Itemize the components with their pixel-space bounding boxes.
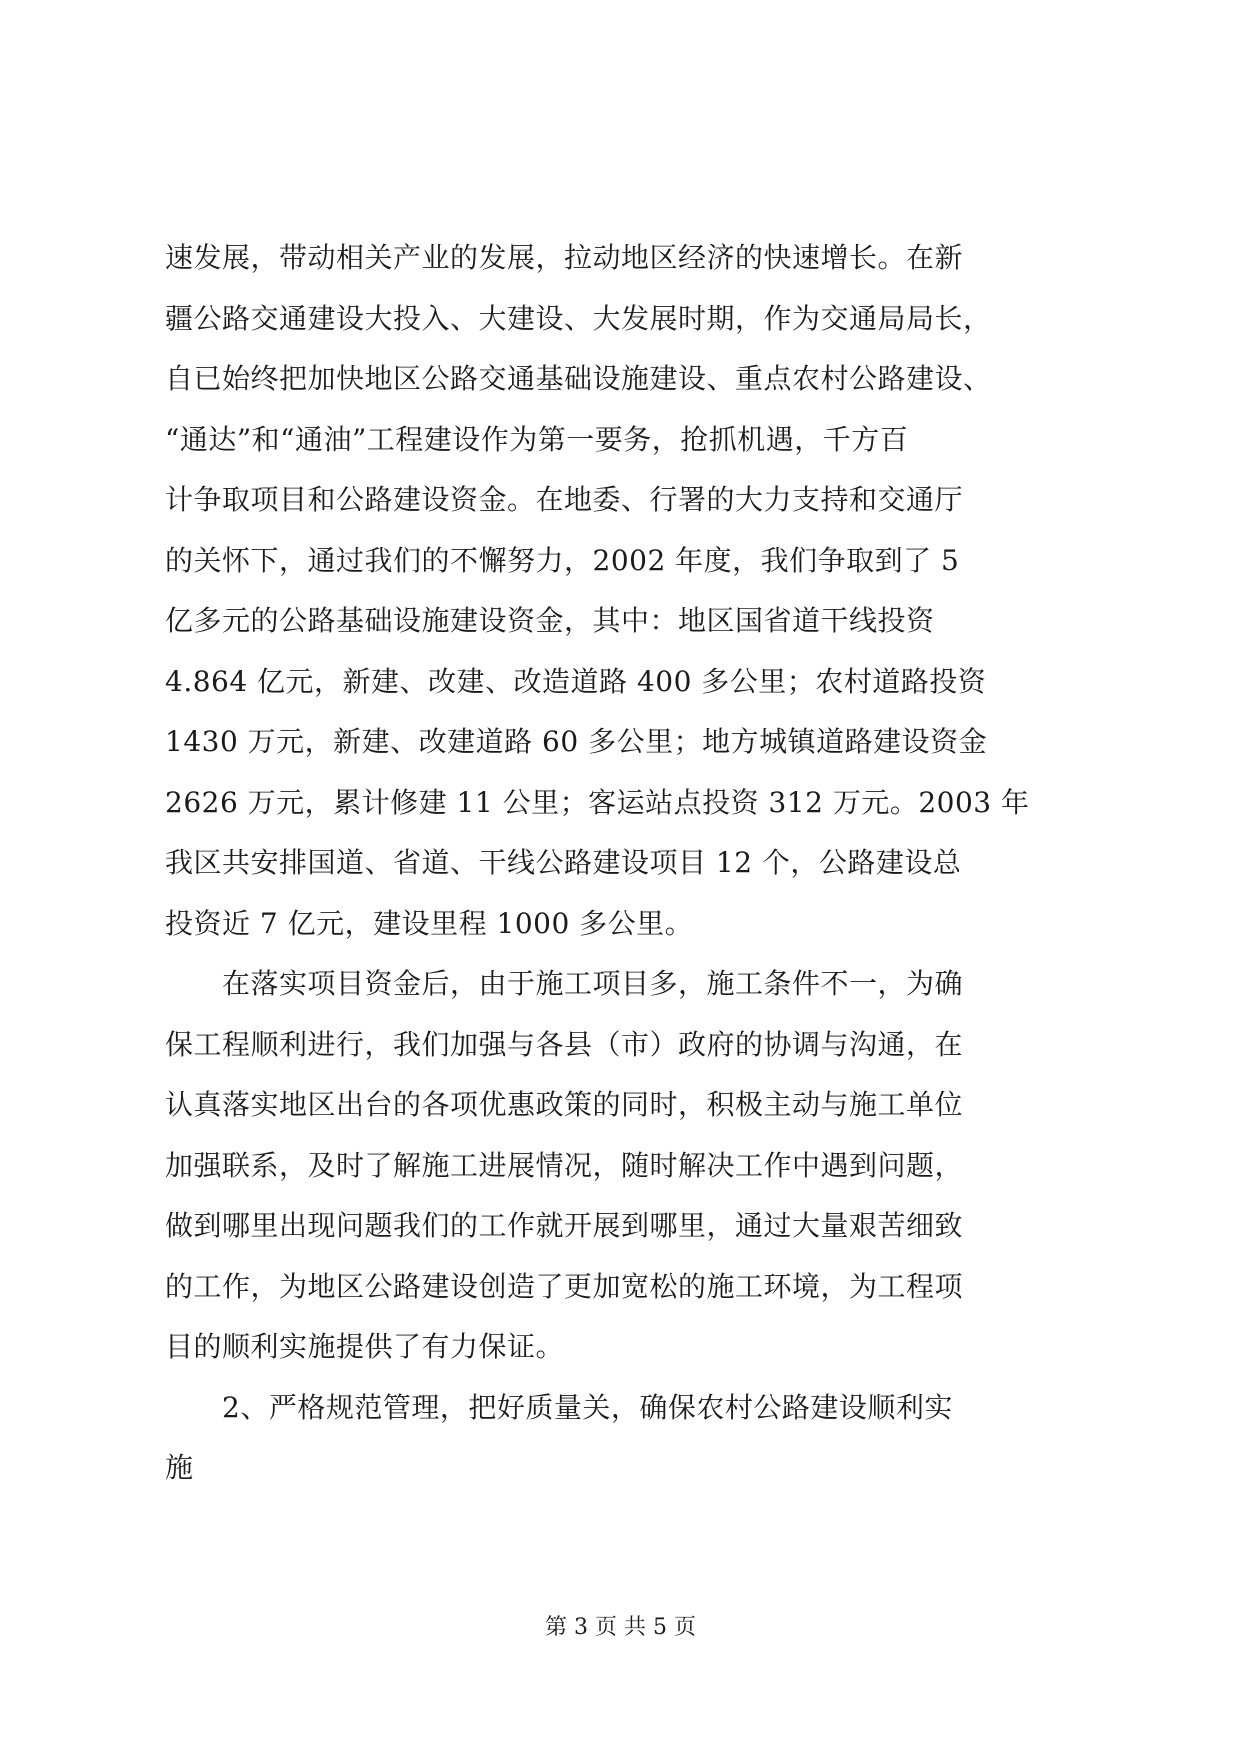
text-line: 投资近 7 亿元，建设里程 1000 多公里。 bbox=[165, 906, 694, 940]
text-line: 4.864 亿元，新建、改建、改造道路 400 多公里；农村道路投资 bbox=[165, 664, 987, 698]
text-line: “通达”和“通油”工程建设作为第一要务，抢抓机遇，千方百 bbox=[165, 422, 909, 456]
text-line: 疆公路交通建设大投入、大建设、大发展时期，作为交通局局长， bbox=[165, 301, 992, 335]
text-line: 加强联系，及时了解施工进展情况，随时解决工作中遇到问题， bbox=[165, 1148, 964, 1182]
text-line: 1430 万元，新建、改建道路 60 多公里；地方城镇道路建设资金 bbox=[165, 725, 988, 758]
text-line: 保工程顺利进行，我们加强与各县（市）政府的协调与沟通，在 bbox=[165, 1027, 964, 1061]
page-footer bbox=[0, 1613, 1241, 1643]
text-line: 2626 万元，累计修建 11 公里；客运站点投资 312 万元。2003 年 bbox=[165, 785, 1030, 819]
section-heading-line: 施 bbox=[165, 1451, 194, 1484]
text-line: 做到哪里出现问题我们的工作就开展到哪里，通过大量艰苦细致 bbox=[165, 1209, 964, 1242]
paragraph-start-line: 在落实项目资金后，由于施工项目多，施工条件不一，为确 bbox=[165, 967, 964, 1000]
section-heading-line: 2、严格规范管理，把好质量关，确保农村公路建设顺利实 bbox=[165, 1390, 953, 1424]
text-line: 速发展，带动相关产业的发展，拉动地区经济的快速增长。在新 bbox=[165, 241, 964, 274]
text-line: 的关怀下，通过我们的不懈努力，2002 年度，我们争取到了 5 bbox=[165, 543, 960, 577]
page-number: 第 3 页 共 5 页 bbox=[545, 1615, 696, 1640]
text-line: 自已始终把加快地区公路交通基础设施建设、重点农村公路建设、 bbox=[165, 362, 992, 395]
text-line: 计争取项目和公路建设资金。在地委、行署的大力支持和交通厅 bbox=[165, 483, 964, 516]
text-line: 的工作，为地区公路建设创造了更加宽松的施工环境，为工程项 bbox=[165, 1269, 964, 1303]
text-line: 目的顺利实施提供了有力保证。 bbox=[165, 1330, 565, 1363]
text-line: 亿多元的公路基础设施建设资金，其中：地区国省道干线投资 bbox=[165, 604, 935, 637]
text-line: 认真落实地区出台的各项优惠政策的同时，积极主动与施工单位 bbox=[165, 1088, 964, 1121]
text-line: 我区共安排国道、省道、干线公路建设项目 12 个，公路建设总 bbox=[165, 846, 962, 879]
body-text bbox=[165, 228, 1095, 1499]
